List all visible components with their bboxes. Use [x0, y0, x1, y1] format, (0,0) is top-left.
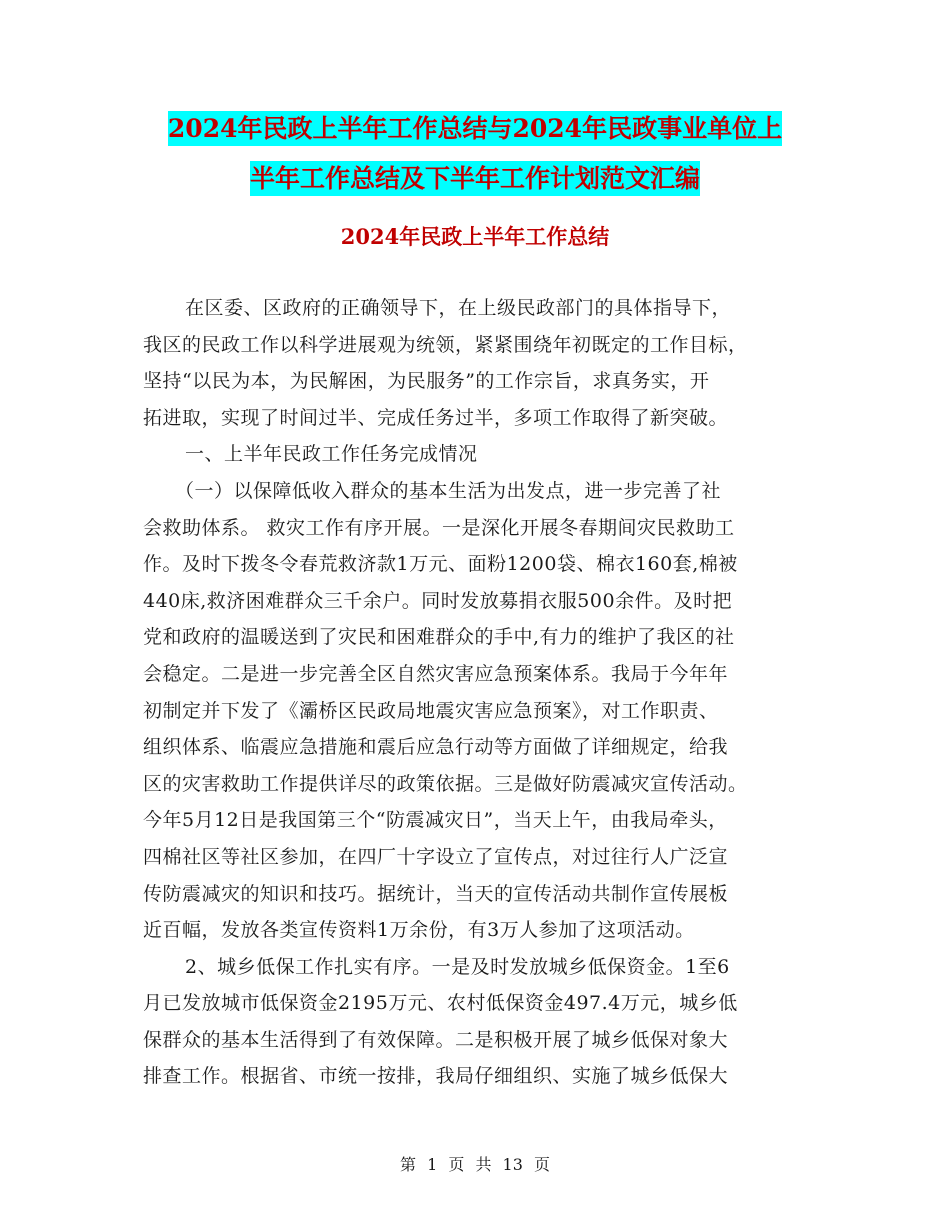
paragraph-line: 2、城乡低保工作扎实有序。一是及时发放城乡低保资金。1至6: [185, 955, 730, 978]
paragraph-line: 拓进取，实现了时间过半、完成任务过半，多项工作取得了新突破。: [143, 406, 729, 429]
paragraph-line: 传防震减灾的知识和技巧。据统计，当天的宣传活动共制作宣传展板: [143, 882, 729, 905]
page-number: 第 1 页 共 13 页: [400, 1155, 550, 1174]
paragraph-line: 区的灾害救助工作提供详尽的政策依据。三是做好防震减灾宣传活动。: [143, 772, 748, 795]
paragraph-line: 排查工作。根据省、市统一按排，我局仔细组织、实施了城乡低保大: [143, 1065, 729, 1088]
paragraph-line: 月已发放城市低保资金2195万元、农村低保资金497.4万元，城乡低: [143, 992, 738, 1015]
paragraph-line: 会稳定。二是进一步完善全区自然灾害应急预案体系。我局于今年年: [143, 662, 729, 685]
paragraph-line: 我区的民政工作以科学进展观为统领，紧紧围绕年初既定的工作目标，: [143, 333, 748, 356]
paragraph-line: 会救助体系。 救灾工作有序开展。一是深化开展冬春期间灾民救助工: [143, 516, 735, 539]
paragraph-line: 440床,救济困难群众三千余户。同时发放募捐衣服500余件。及时把: [143, 589, 733, 612]
paragraph-line: 组织体系、临震应急措施和震后应急行动等方面做了详细规定，给我: [143, 736, 729, 759]
document-title-line-2: 半年工作总结及下半年工作计划范文汇编: [250, 161, 700, 196]
section-title: 2024年民政上半年工作总结: [340, 224, 610, 249]
document-body: [143, 290, 807, 1095]
paragraph-line: 近百幅，发放各类宣传资料1万余份，有3万人参加了这项活动。: [143, 919, 695, 942]
paragraph-line: 今年5月12日是我国第三个“防震减灾日”，当天上午，由我局牵头，: [143, 809, 728, 832]
paragraph-line: （一）以保障低收入群众的基本生活为出发点，进一步完善了社: [175, 479, 722, 502]
paragraph-line: 保群众的基本生活得到了有效保障。二是积极开展了城乡低保对象大: [143, 1028, 729, 1051]
paragraph-line: 党和政府的温暖送到了灾民和困难群众的手中,有力的维护了我区的社: [143, 626, 735, 649]
document-title-line-1: 2024年民政上半年工作总结与2024年民政事业单位上: [168, 111, 782, 146]
heading-line: 一、上半年民政工作任务完成情况: [185, 443, 478, 466]
paragraph-line: 作。及时下拨冬令春荒救济款1万元、面粉1200袋、棉衣160套,棉被: [143, 553, 738, 576]
paragraph-line: 坚持“以民为本，为民解困，为民服务”的工作宗旨，求真务实，开: [143, 370, 710, 393]
document-title: [0, 104, 950, 204]
paragraph-line: 四棉社区等社区参加，在四厂十字设立了宣传点，对过往行人广泛宣: [143, 845, 729, 868]
paragraph-line: 在区委、区政府的正确领导下，在上级民政部门的具体指导下，: [185, 297, 732, 319]
paragraph-line: 初制定并下发了《灞桥区民政局地震灾害应急预案》，对工作职责、: [143, 699, 719, 722]
